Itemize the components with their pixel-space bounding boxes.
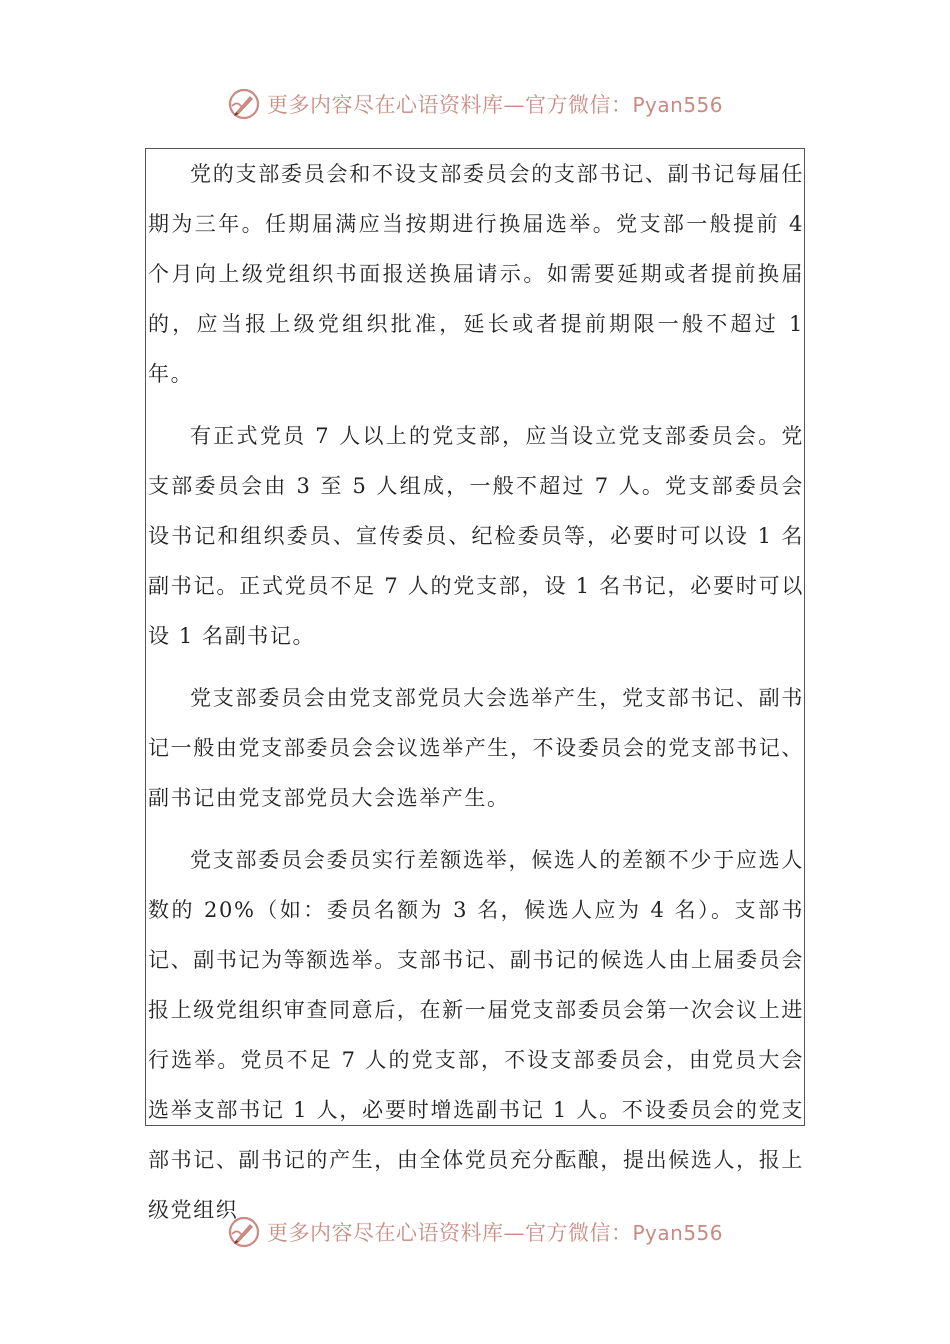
- paragraph-election-method: 党支部委员会由党支部党员大会选举产生，党支部书记、副书记一般由党支部委员会会议选举产生，不设委员会的党支部书记、副书记由党支部党员大会选举产生。: [148, 686, 804, 810]
- paragraph-committee-setup: 有正式党员 7 人以上的党支部，应当设立党支部委员会。党支部委员会由 3 至 5 人组成，一般不超过 7 人。党支部委员会设书记和组织委员、宣传委员、纪检委员等，必要时可以设 1 名副书记。正式党员不足 7 人的党支部，设 1 名书记，必要时可以设 1 名副书记。: [148, 424, 804, 648]
- pen-logo-icon: [227, 1215, 261, 1249]
- paragraph-competitive-election: 党支部委员会委员实行差额选举，候选人的差额不少于应选人数的 20%（如：委员名额为 3 名，候选人应为 4 名）。支部书记、副书记为等额选举。支部书记、副书记的候选人由上届委员会报上级党组织审查同意后，在新一届党支部委员会第一次会议上进行选举。党员不足 7 人的党支部，不设支部委员会，由党员大会选举支部书记 1 人，必要时增选副书记 1 人。不设委员会的党支部书记、副书记的产生，由全体党员充分酝酿，提出候选人，报上级党组织: [148, 848, 804, 1222]
- header-banner: [0, 84, 950, 124]
- banner-text: 更多内容尽在心语资料库—官方微信：Pyan556: [266, 1221, 723, 1245]
- banner-text: 更多内容尽在心语资料库—官方微信：Pyan556: [266, 93, 723, 117]
- wechat-handle: Pyan556: [632, 93, 723, 117]
- document-body: [145, 148, 805, 1222]
- paragraph-term-of-office: 党的支部委员会和不设支部委员会的支部书记、副书记每届任期为三年。任期届满应当按期进行换届选举。党支部一般提前 4 个月向上级党组织书面报送换届请示。如需要延期或者提前换届的，应当报上级党组织批准，延长或者提前期限一般不超过 1 年。: [148, 162, 804, 386]
- wechat-handle: Pyan556: [632, 1221, 723, 1245]
- pen-logo-icon: [227, 87, 261, 121]
- footer-banner: [0, 1212, 950, 1252]
